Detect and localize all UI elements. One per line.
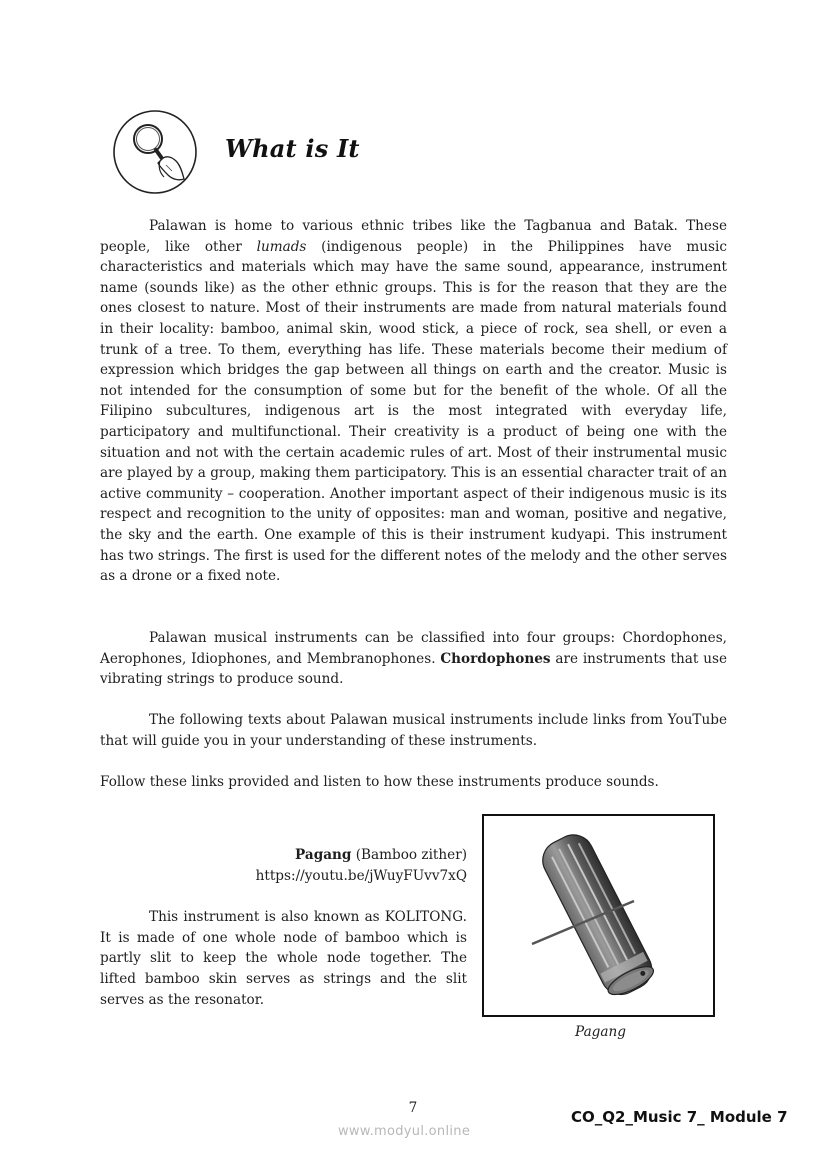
follow-links-text: Follow these links provided and listen to how these instruments produce sounds.	[100, 774, 659, 790]
module-code: CO_Q2_Music 7_ Module 7	[571, 1108, 788, 1126]
watermark: www.modyul.online	[338, 1124, 471, 1139]
instrument-heading	[100, 845, 467, 866]
instrument-entry	[100, 845, 467, 1010]
classification-text-rest: are instruments that use vibrating strings to produce sound.	[100, 650, 727, 688]
page-number: 7	[408, 1100, 418, 1116]
section-title: What is It	[225, 134, 360, 163]
intro-paragraph	[100, 216, 727, 587]
classification-paragraph	[100, 628, 727, 690]
intro-text-rest: (indigenous people) in the Philippines have music characteristics and materials which may have the same sound, appearance, instrument name (sounds like) as the other ethnic groups. This is for the reason that they are the ones closest to nature. Most of their instruments are made from natural materials found in their locality: bamboo, animal skin, wood stick, a piece of rock, sea shell, or even a trunk of a tree. To them, everything has life. These materials become their medium of expression which bridges the gap between all things on earth and the creator. Music is not intended for the consumption of some but for the benefit of the whole. Of all the Filipino subcultures, indigenous art is the most integrated with everyday life, participatory and multifunctional. Their creativity is a product of being one with the situation and not with the certain academic rules of art. Most of their instrumental music are played by a group, making them participatory. This is an essential character trait of an active community – cooperation. Another important aspect of their indigenous music is its respect and recognition to the unity of opposites: man and woman, positive and negative, the sky and the earth. One example of this is their instrument kudyapi. This instrument has two strings. The first is used for the different notes of the melody and the other serves as a drone or a fixed note.	[100, 238, 727, 585]
instrument-name: Pagang	[295, 847, 352, 863]
classification-text-start: Palawan musical instruments can be classified into four groups: Chordophones, Aerophones, Idiophones, and Membranophones.	[100, 630, 727, 667]
instrument-description: This instrument is also known as KOLITONG. It is made of one whole node of bamboo which is partly slit to keep the whole node together. The lifted bamboo skin serves as strings and the slit serves as the resonator.	[100, 909, 467, 1008]
instrument-link[interactable]: https://youtu.be/jWuyFUvv7xQ	[255, 867, 467, 884]
follow-links-paragraph	[100, 772, 727, 793]
figure-caption: Pagang	[575, 1024, 626, 1040]
emphasis-lumads: lumads	[256, 238, 307, 255]
chordophones-term: Chordophones	[440, 650, 551, 667]
instrument-figure	[482, 814, 715, 1017]
instrument-type: (Bamboo zither)	[351, 847, 467, 863]
links-intro-text: The following texts about Palawan musical instruments include links from YouTube that will guide you in your understanding of these instruments.	[100, 712, 727, 749]
links-intro-paragraph	[100, 710, 727, 751]
pagang-illustration	[484, 816, 713, 1015]
intro-text-start: Palawan is home to various ethnic tribes like the Tagbanua and Batak. These people, like other	[100, 218, 727, 255]
magnifying-glass-hand-icon	[112, 109, 198, 195]
